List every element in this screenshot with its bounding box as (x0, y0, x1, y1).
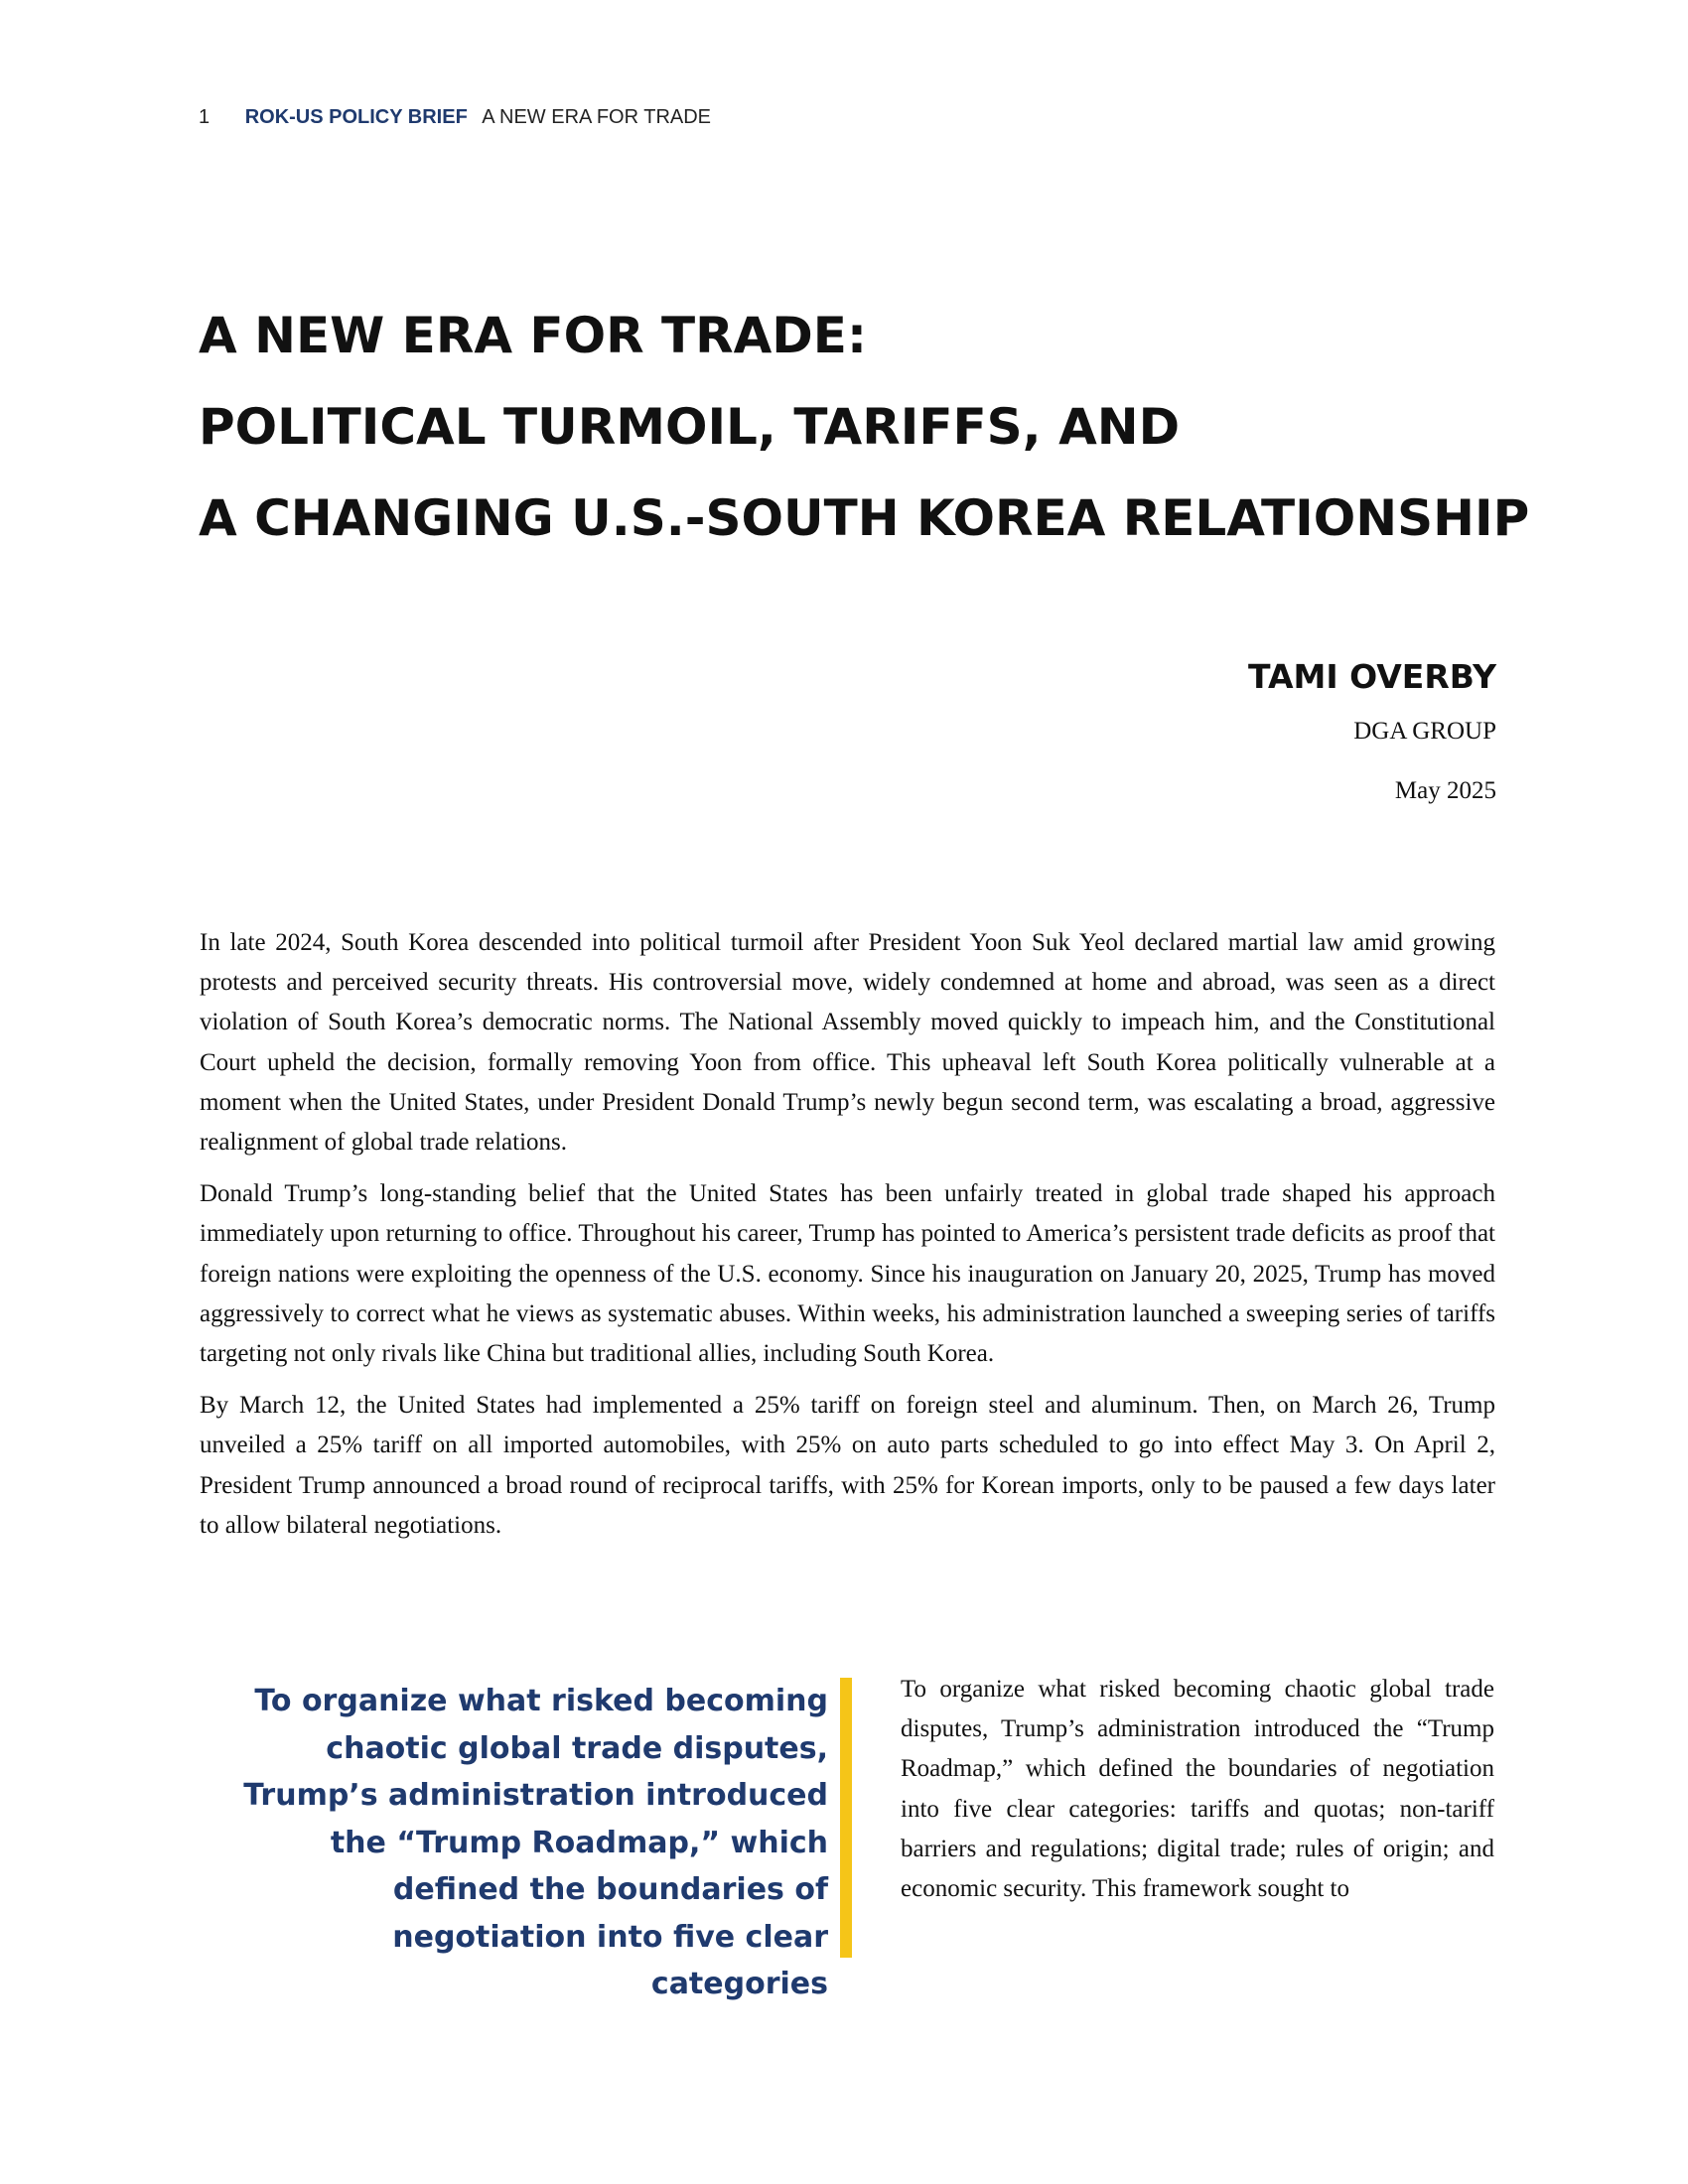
pull-quote (199, 1678, 852, 2001)
title-line-1: A NEW ERA FOR TRADE: (199, 307, 867, 364)
title-line-3: A CHANGING U.S.-SOUTH KOREA RELATIONSHIP (199, 489, 1530, 547)
author-name: TAMI OVERBY (1248, 657, 1496, 696)
section-name: A NEW ERA FOR TRADE (482, 106, 712, 128)
body-paragraph: By March 12, the United States had implemented a 25% tariff on foreign steel and aluminum. Then, on March 26, Trump unveiled a 25% tariff on all imported automobiles, with 25% on auto parts scheduled to go into effect May 3. On April 2, President Trump announced a broad round of reciprocal tariffs, with 25% for Korean imports, only to be paused a few days later to allow bilateral negotiations. (200, 1392, 1495, 1539)
body-paragraph: Donald Trump’s long-standing belief that the United States has been unfairly treated in global trade shaped his approach immediately upon returning to office. Throughout his career, Trump has pointed to America’s persistent trade deficits as proof that foreign nations were exploiting the openness of the U.S. economy. Since his inauguration on January 20, 2025, Trump has moved aggressively to correct what he views as systematic abuses. Within weeks, his administration launched a sweeping series of tariffs targeting not only rivals like China but traditional allies, including South Korea. (200, 1180, 1495, 1368)
author-organization: DGA GROUP (1353, 718, 1496, 745)
pull-quote-text: To organize what risked becoming chaotic global trade disputes, Trump’s administration introduced the “Trump Roadmap,” which defined the boundaries of negotiation into five clear categories (243, 1684, 828, 2001)
body-text (200, 923, 1495, 1558)
publication-date: May 2025 (1394, 777, 1496, 804)
document-title (199, 290, 1530, 564)
title-line-2: POLITICAL TURMOIL, TARIFFS, AND (199, 398, 1181, 456)
pull-quote-accent-bar (840, 1678, 852, 1958)
brief-brand: ROK-US POLICY BRIEF (244, 106, 468, 128)
running-header (199, 103, 711, 131)
byline (1248, 655, 1496, 808)
right-column (901, 1670, 1494, 1909)
page-number: 1 (199, 106, 211, 128)
body-paragraph: In late 2024, South Korea descended into political turmoil after President Yoon Suk Yeol declared martial law amid growing protests and perceived security threats. His controversial move, widely condemned at home and abroad, was seen as a direct violation of South Korea’s democratic norms. The National Assembly moved quickly to impeach him, and the Constitutional Court upheld the decision, formally removing Yoon from office. This upheaval left South Korea politically vulnerable at a moment when the United States, under President Donald Trump’s newly begun second term, was escalating a broad, aggressive realignment of global trade relations. (200, 929, 1495, 1157)
right-column-paragraph: To organize what risked becoming chaotic global trade disputes, Trump’s administration introduced the “Trump Roadmap,” which defined the boundaries of negotiation into five clear categories: tariffs and quotas; non-tariff barriers and regulations; digital trade; rules of origin; and economic security. This framework sought to (901, 1676, 1494, 1903)
